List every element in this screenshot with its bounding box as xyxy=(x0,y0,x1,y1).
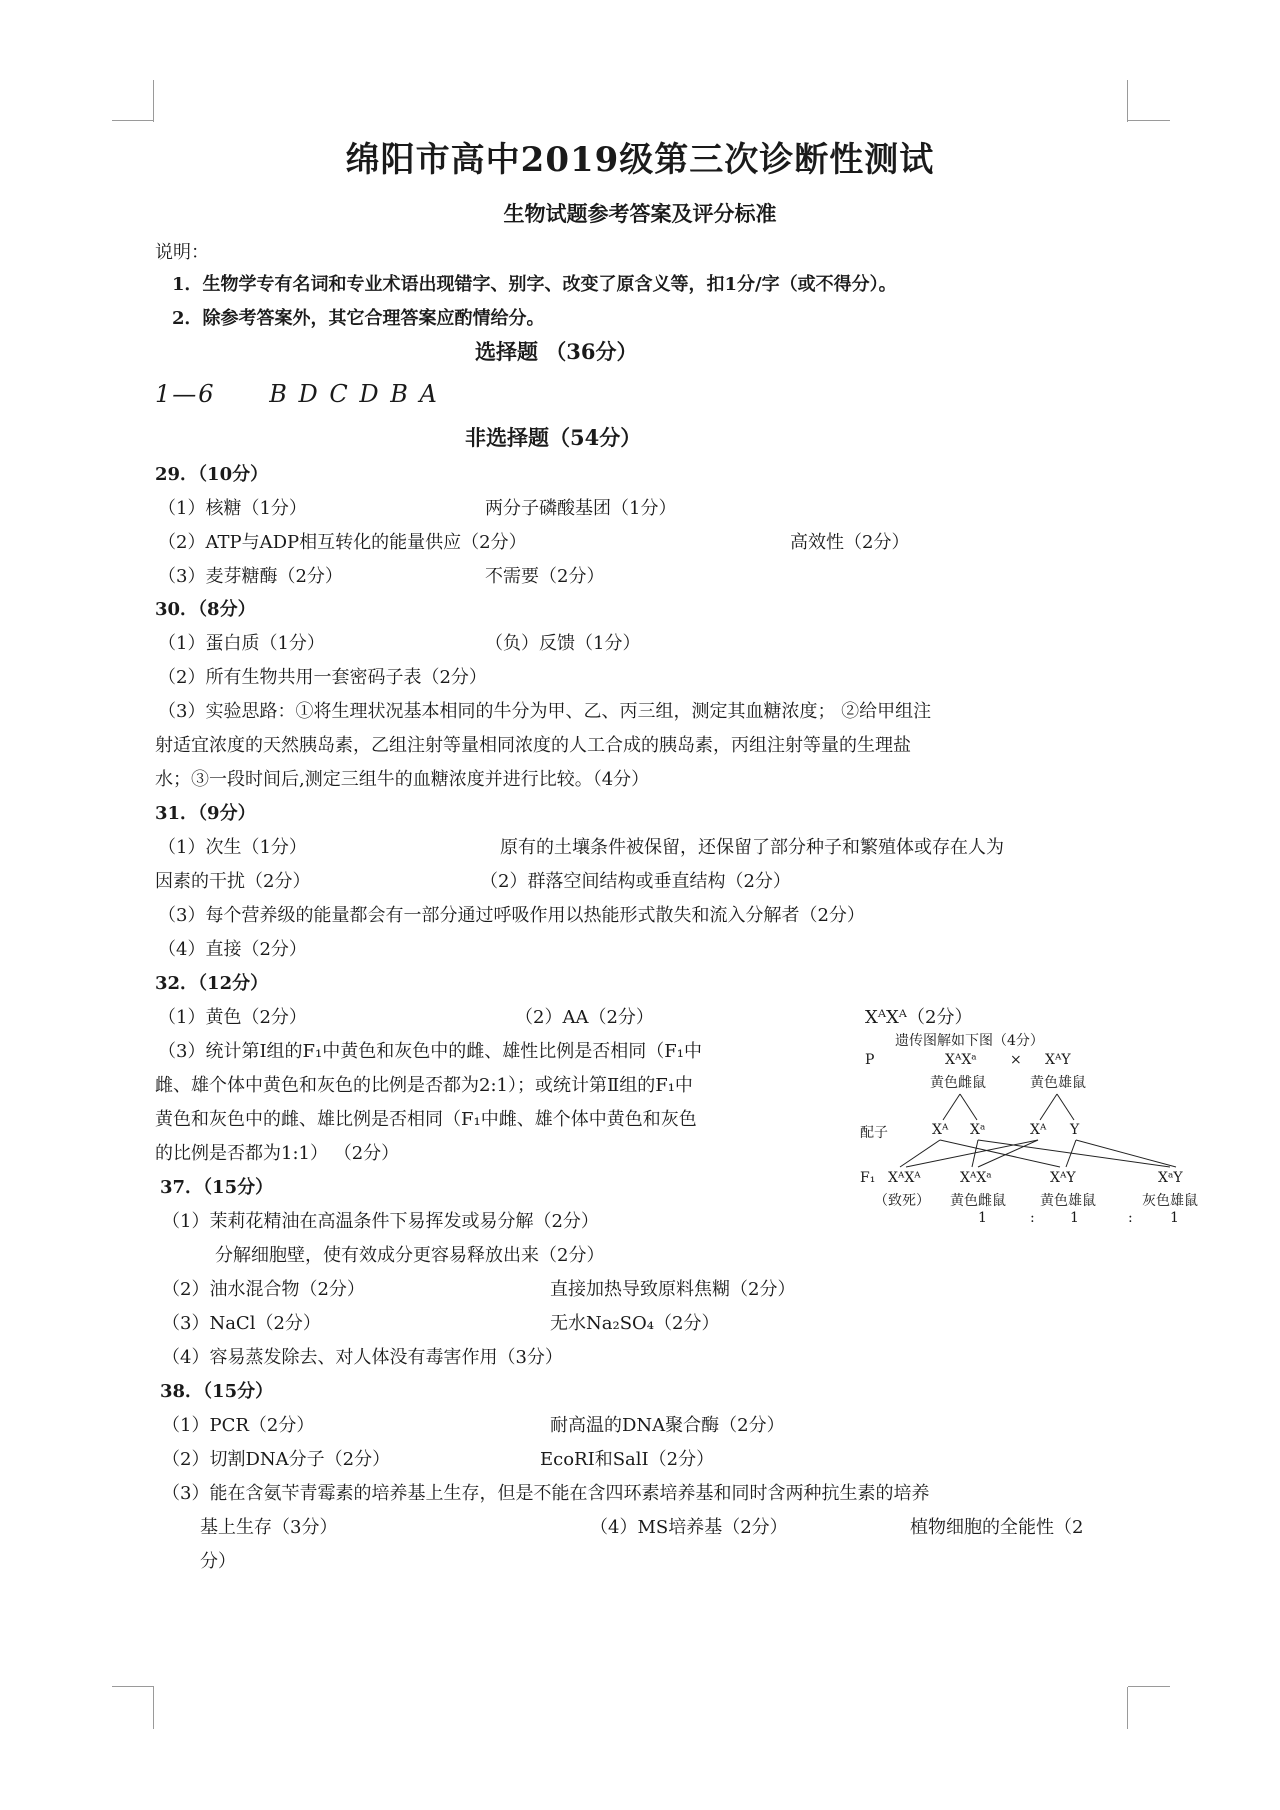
choice-range: 1—6 xyxy=(155,380,216,408)
nonchoice-heading: 非选择题（54分） xyxy=(465,425,642,450)
q37-a3: （3）NaCl（2分） xyxy=(162,1313,321,1334)
diagram-l4: 灰色雄鼠 xyxy=(1142,1193,1198,1209)
q38-a1b: 耐高温的DNA聚合酶（2分） xyxy=(550,1415,785,1436)
q30-a3-line3: 水；③一段时间后,测定三组牛的血糖浓度并进行比较。（4分） xyxy=(155,769,650,790)
diagram-male: XᴬY xyxy=(1045,1052,1071,1068)
q38-a4: （4）MS培养基（2分） xyxy=(590,1517,788,1538)
q30-a3-line1: （3）实验思路：①将生理状况基本相同的牛分为甲、乙、丙三组，测定其血糖浓度； ②给甲组注 xyxy=(158,701,932,722)
diagram-l3: 黄色雄鼠 xyxy=(1040,1193,1096,1209)
q30-a3-line2: 射适宜浓度的天然胰岛素，乙组注射等量相同浓度的人工合成的胰岛素，丙组注射等量的生理盐 xyxy=(155,735,911,756)
q38-a1: （1）PCR（2分） xyxy=(162,1415,315,1436)
q37-a2: （2）油水混合物（2分） xyxy=(162,1279,365,1300)
arrow-line xyxy=(900,1140,940,1167)
q30-a2: （2）所有生物共用一套密码子表（2分） xyxy=(158,667,487,688)
answer-3: C xyxy=(329,380,350,408)
q37-a1: （1）茉莉花精油在高温条件下易挥发或易分解（2分） xyxy=(162,1211,599,1232)
page-title: 绵阳市高中2019级第三次诊断性测试 xyxy=(345,140,935,180)
q29-a1b: 两分子磷酸基团（1分） xyxy=(485,498,677,519)
answer-5: B xyxy=(390,380,410,408)
crop-mark xyxy=(153,80,154,122)
diagram-g3: Xᴬ xyxy=(1030,1122,1047,1138)
choice-answers xyxy=(155,380,439,408)
choice-heading: 选择题 （36分） xyxy=(475,339,638,364)
q32-a1: （1）黄色（2分） xyxy=(158,1007,307,1028)
arrow-line xyxy=(943,1094,960,1120)
crop-mark xyxy=(1127,80,1128,122)
q32-a3-line1: （3）统计第Ⅰ组的F₁中黄色和灰色中的雌、雄性比例是否相同（F₁中 xyxy=(158,1041,702,1062)
answer-4: D xyxy=(359,380,381,408)
q38-head: 38．（15分） xyxy=(160,1381,274,1402)
arrow-line xyxy=(1076,1140,1176,1167)
q29-a3: （3）麦芽糖酶（2分） xyxy=(158,566,343,587)
page-subtitle: 生物试题参考答案及评分标准 xyxy=(503,201,777,226)
arrow-line xyxy=(906,1140,1038,1167)
q32-a2: （2）AA（2分） xyxy=(515,1007,654,1028)
diagram-g2: Xᵃ xyxy=(970,1122,986,1138)
q31-a2: （2）群落空间结构或垂直结构（2分） xyxy=(480,871,791,892)
diagram-cross: × xyxy=(1010,1052,1022,1068)
diagram-o4: XᵃY xyxy=(1158,1170,1183,1186)
arrow-line xyxy=(1057,1094,1074,1120)
q29-a2: （2）ATP与ADP相互转化的能量供应（2分） xyxy=(158,532,527,553)
q37-a2b: 直接加热导致原料焦糊（2分） xyxy=(550,1279,796,1300)
q29-a3b: 不需要（2分） xyxy=(485,566,605,587)
q37-a3b: 无水Na₂SO₄（2分） xyxy=(550,1313,720,1334)
q38-a4c: 分） xyxy=(200,1551,236,1572)
diagram-caption: 遗传图解如下图（4分） xyxy=(895,1033,1044,1049)
crop-mark xyxy=(1127,1687,1128,1729)
crop-mark xyxy=(153,1687,154,1729)
diagram-ratio-1: 1 xyxy=(978,1210,987,1226)
q29-a2b: 高效性（2分） xyxy=(790,532,910,553)
answer-6: A xyxy=(419,380,439,408)
genetic-diagram xyxy=(860,1030,1220,1230)
q32-a3-line3: 黄色和灰色中的雌、雄比例是否相同（F₁中雌、雄个体中黄色和灰色 xyxy=(155,1109,697,1130)
q31-a1c: 因素的干扰（2分） xyxy=(155,871,311,892)
crop-mark xyxy=(1128,1686,1170,1687)
diagram-l1: （致死） xyxy=(874,1193,930,1209)
q38-a4b: 植物细胞的全能性（2 xyxy=(910,1517,1084,1538)
q30-a1b: （负）反馈（1分） xyxy=(485,633,641,654)
diagram-gamete: 配子 xyxy=(860,1125,888,1141)
q31-head: 31．（9分） xyxy=(155,803,256,824)
diagram-female: XᴬXᵃ xyxy=(945,1052,977,1068)
q37-head: 37．（15分） xyxy=(160,1177,274,1198)
diagram-ratio-sep-1: : xyxy=(1030,1210,1035,1226)
answer-2: D xyxy=(298,380,320,408)
q38-a2: （2）切割DNA分子（2分） xyxy=(162,1449,391,1470)
diagram-o3: XᴬY xyxy=(1050,1170,1076,1186)
diagram-l2: 黄色雌鼠 xyxy=(950,1193,1006,1209)
q31-a3: （3）每个营养级的能量都会有一部分通过呼吸作用以热能形式散失和流入分解者（2分） xyxy=(158,905,865,926)
note-1: 1．生物学专有名词和专业术语出现错字、别字、改变了原含义等，扣1分/字（或不得分）。 xyxy=(172,274,897,295)
q38-a3-line2: 基上生存（3分） xyxy=(200,1517,338,1538)
diagram-p: P xyxy=(865,1052,875,1068)
diagram-ratio-2: 1 xyxy=(1070,1210,1079,1226)
diagram-female-label: 黄色雌鼠 xyxy=(930,1075,986,1091)
arrow-line xyxy=(1040,1094,1057,1120)
arrow-line xyxy=(940,1140,1060,1167)
q37-a4: （4）容易蒸发除去、对人体没有毒害作用（3分） xyxy=(162,1347,563,1368)
q38-a3-line1: （3）能在含氨苄青霉素的培养基上生存，但是不能在含四环素培养基和同时含两种抗生素的培养 xyxy=(162,1483,930,1504)
diagram-o1: XᴬXᴬ xyxy=(888,1170,921,1186)
q32-a2c: XᴬXᴬ（2分） xyxy=(865,1007,973,1028)
crop-mark xyxy=(112,120,154,121)
q31-a4: （4）直接（2分） xyxy=(158,939,307,960)
diagram-ratio-3: 1 xyxy=(1170,1210,1179,1226)
diagram-o2: XᴬXᵃ xyxy=(960,1170,992,1186)
answer-1: B xyxy=(269,380,289,408)
q29-a1: （1）核糖（1分） xyxy=(158,498,307,519)
diagram-f1: F₁ xyxy=(860,1170,876,1186)
q30-head: 30．（8分） xyxy=(155,599,256,620)
diagram-male-label: 黄色雄鼠 xyxy=(1030,1075,1086,1091)
diagram-ratio-sep-2: : xyxy=(1128,1210,1133,1226)
q37-a1b: 分解细胞壁，使有效成分更容易释放出来（2分） xyxy=(215,1245,605,1266)
arrow-line xyxy=(960,1094,977,1120)
q38-a2b: EcoRⅠ和SalⅠ（2分） xyxy=(540,1449,715,1470)
q32-a3-line2: 雌、雄个体中黄色和灰色的比例是否都为2:1）；或统计第Ⅱ组的F₁中 xyxy=(155,1075,693,1096)
crop-mark xyxy=(1128,120,1170,121)
q32-head: 32．（12分） xyxy=(155,973,269,994)
q30-a1: （1）蛋白质（1分） xyxy=(158,633,325,654)
q32-a3-line4: 的比例是否都为1:1） （2分） xyxy=(155,1143,400,1164)
q31-a1b: 原有的土壤条件被保留，还保留了部分种子和繁殖体或存在人为 xyxy=(500,837,1004,858)
note-2: 2．除参考答案外，其它合理答案应酌情给分。 xyxy=(172,308,545,329)
crop-mark xyxy=(112,1686,154,1687)
q31-a1: （1）次生（1分） xyxy=(158,837,307,858)
notes-label: 说明： xyxy=(155,242,209,263)
q29-head: 29．（10分） xyxy=(155,464,269,485)
diagram-g4: Y xyxy=(1070,1122,1080,1138)
diagram-g1: Xᴬ xyxy=(932,1122,949,1138)
